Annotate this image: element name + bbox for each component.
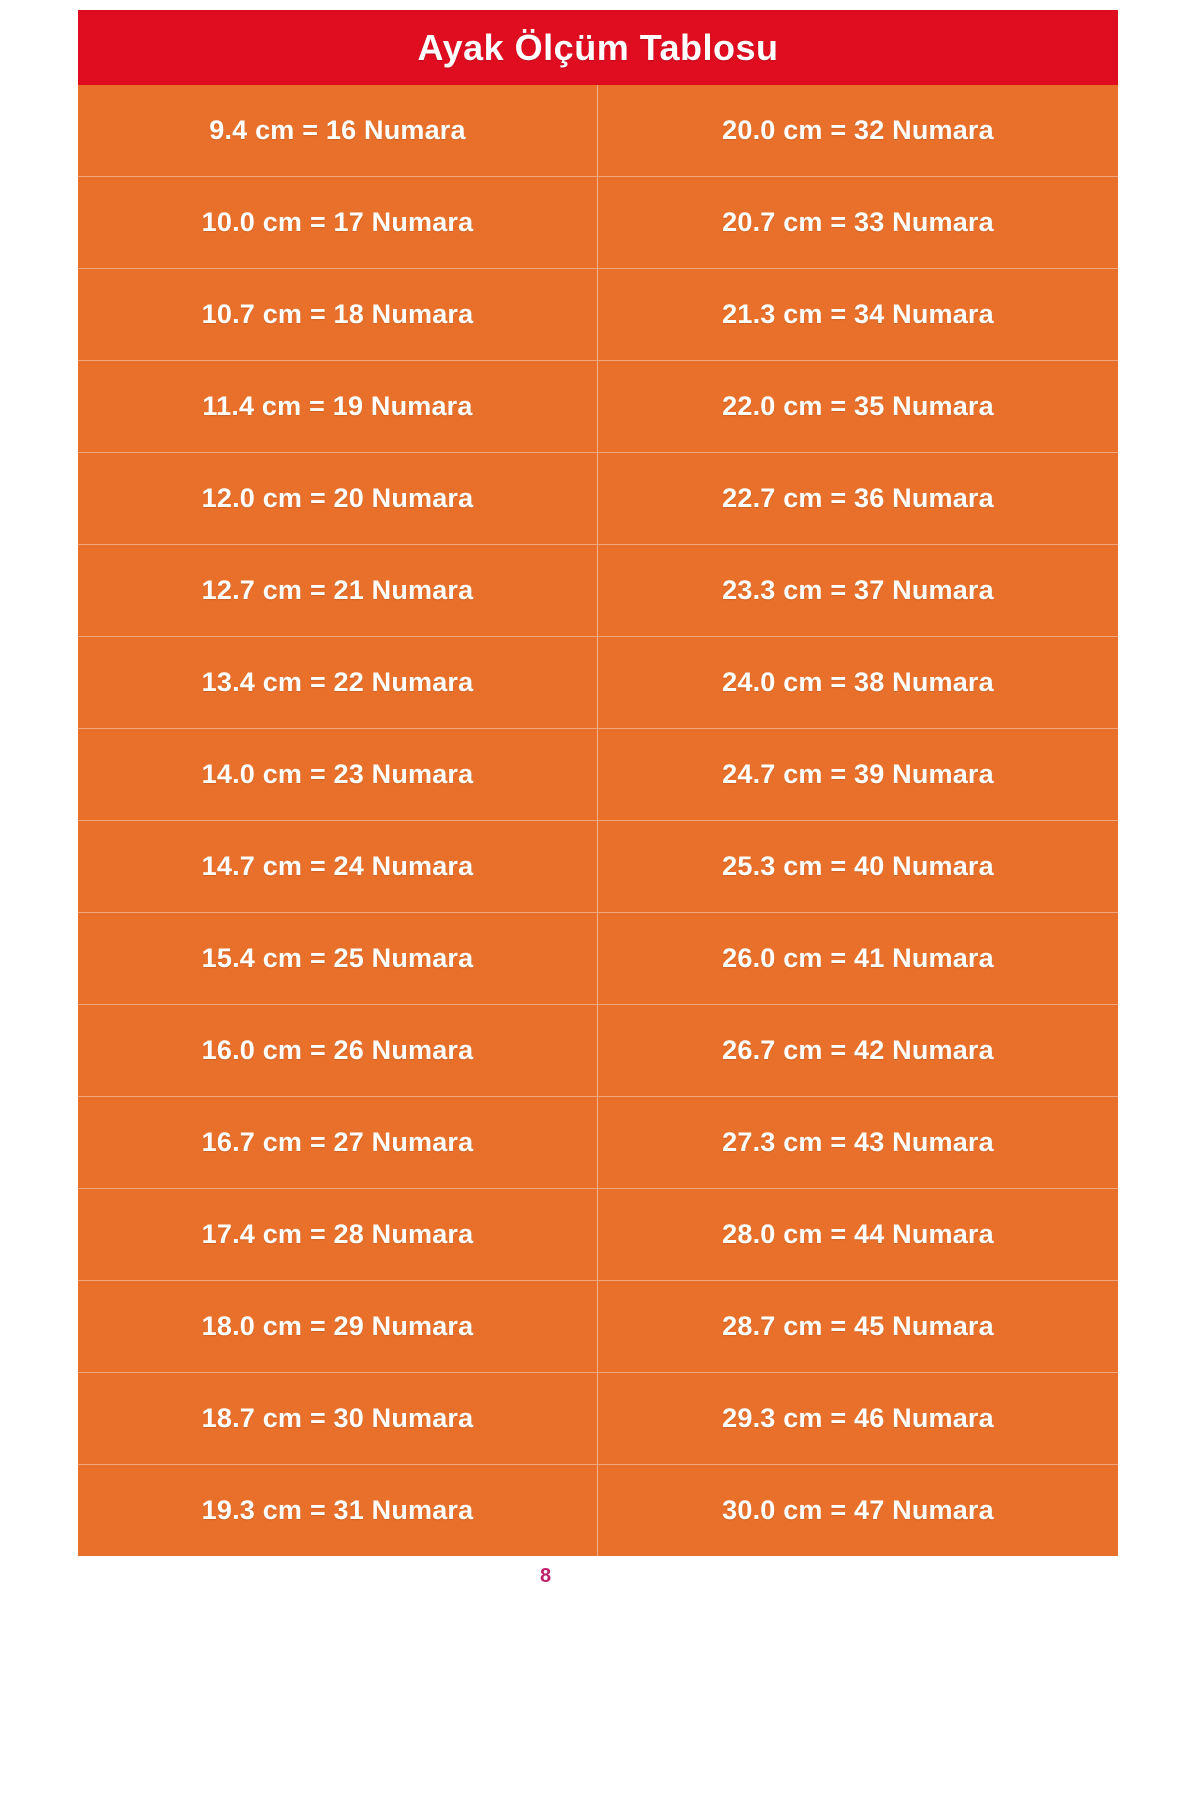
table-cell-left: 9.4 cm = 16 Numara [78,85,598,176]
table-row [78,1005,1118,1097]
table-body [78,85,1118,1556]
table-row [78,1373,1118,1465]
table-cell-right: 28.7 cm = 45 Numara [722,1311,994,1341]
table-cell-right: 30.0 cm = 47 Numara [722,1495,994,1525]
table-cell-left: 16.7 cm = 27 Numara [78,1097,598,1188]
table-cell-right: 21.3 cm = 34 Numara [722,299,994,329]
table-cell-right: 26.7 cm = 42 Numara [722,1035,994,1065]
table-row [78,361,1118,453]
table-row [78,913,1118,1005]
table-cell-left: 10.7 cm = 18 Numara [78,269,598,360]
table-cell-right: 20.0 cm = 32 Numara [722,115,994,145]
page-footer-area [78,1562,1118,1800]
table-cell-left: 14.7 cm = 24 Numara [78,821,598,912]
table-title-bar [78,10,1118,85]
table-cell-right: 24.0 cm = 38 Numara [722,667,994,697]
table-row [78,1281,1118,1373]
table-row [78,637,1118,729]
table-cell-left: 18.0 cm = 29 Numara [78,1281,598,1372]
table-cell-right: 22.0 cm = 35 Numara [722,391,994,421]
table-row [78,177,1118,269]
table-cell-left: 17.4 cm = 28 Numara [78,1189,598,1280]
table-cell-right: 24.7 cm = 39 Numara [722,759,994,789]
table-cell-left: 15.4 cm = 25 Numara [78,913,598,1004]
foot-size-table [78,10,1118,1556]
table-row [78,269,1118,361]
table-cell-left: 18.7 cm = 30 Numara [78,1373,598,1464]
table-cell-left: 12.7 cm = 21 Numara [78,545,598,636]
table-cell-left: 13.4 cm = 22 Numara [78,637,598,728]
table-cell-right: 23.3 cm = 37 Numara [722,575,994,605]
table-cell-right: 27.3 cm = 43 Numara [722,1127,994,1157]
table-cell-left: 12.0 cm = 20 Numara [78,453,598,544]
table-cell-right: 20.7 cm = 33 Numara [722,207,994,237]
table-row [78,1189,1118,1281]
table-row [78,1097,1118,1189]
table-row [78,453,1118,545]
table-cell-right: 29.3 cm = 46 Numara [722,1403,994,1433]
table-row [78,1465,1118,1556]
page-title: Ayak Ölçüm Tablosu [417,26,779,68]
table-cell-left: 10.0 cm = 17 Numara [78,177,598,268]
table-row [78,729,1118,821]
table-cell-left: 14.0 cm = 23 Numara [78,729,598,820]
table-cell-left: 16.0 cm = 26 Numara [78,1005,598,1096]
table-cell-right: 22.7 cm = 36 Numara [722,483,994,513]
table-cell-right: 26.0 cm = 41 Numara [722,943,994,973]
table-cell-left: 19.3 cm = 31 Numara [78,1465,598,1556]
footer-mark: 8 [540,1565,552,1587]
table-cell-right: 25.3 cm = 40 Numara [722,851,994,881]
table-row [78,821,1118,913]
table-row [78,85,1118,177]
table-cell-right: 28.0 cm = 44 Numara [722,1219,994,1249]
page-margin-left [0,0,78,1800]
table-cell-left: 11.4 cm = 19 Numara [78,361,598,452]
table-row [78,545,1118,637]
page-margin-right [1118,0,1200,1800]
